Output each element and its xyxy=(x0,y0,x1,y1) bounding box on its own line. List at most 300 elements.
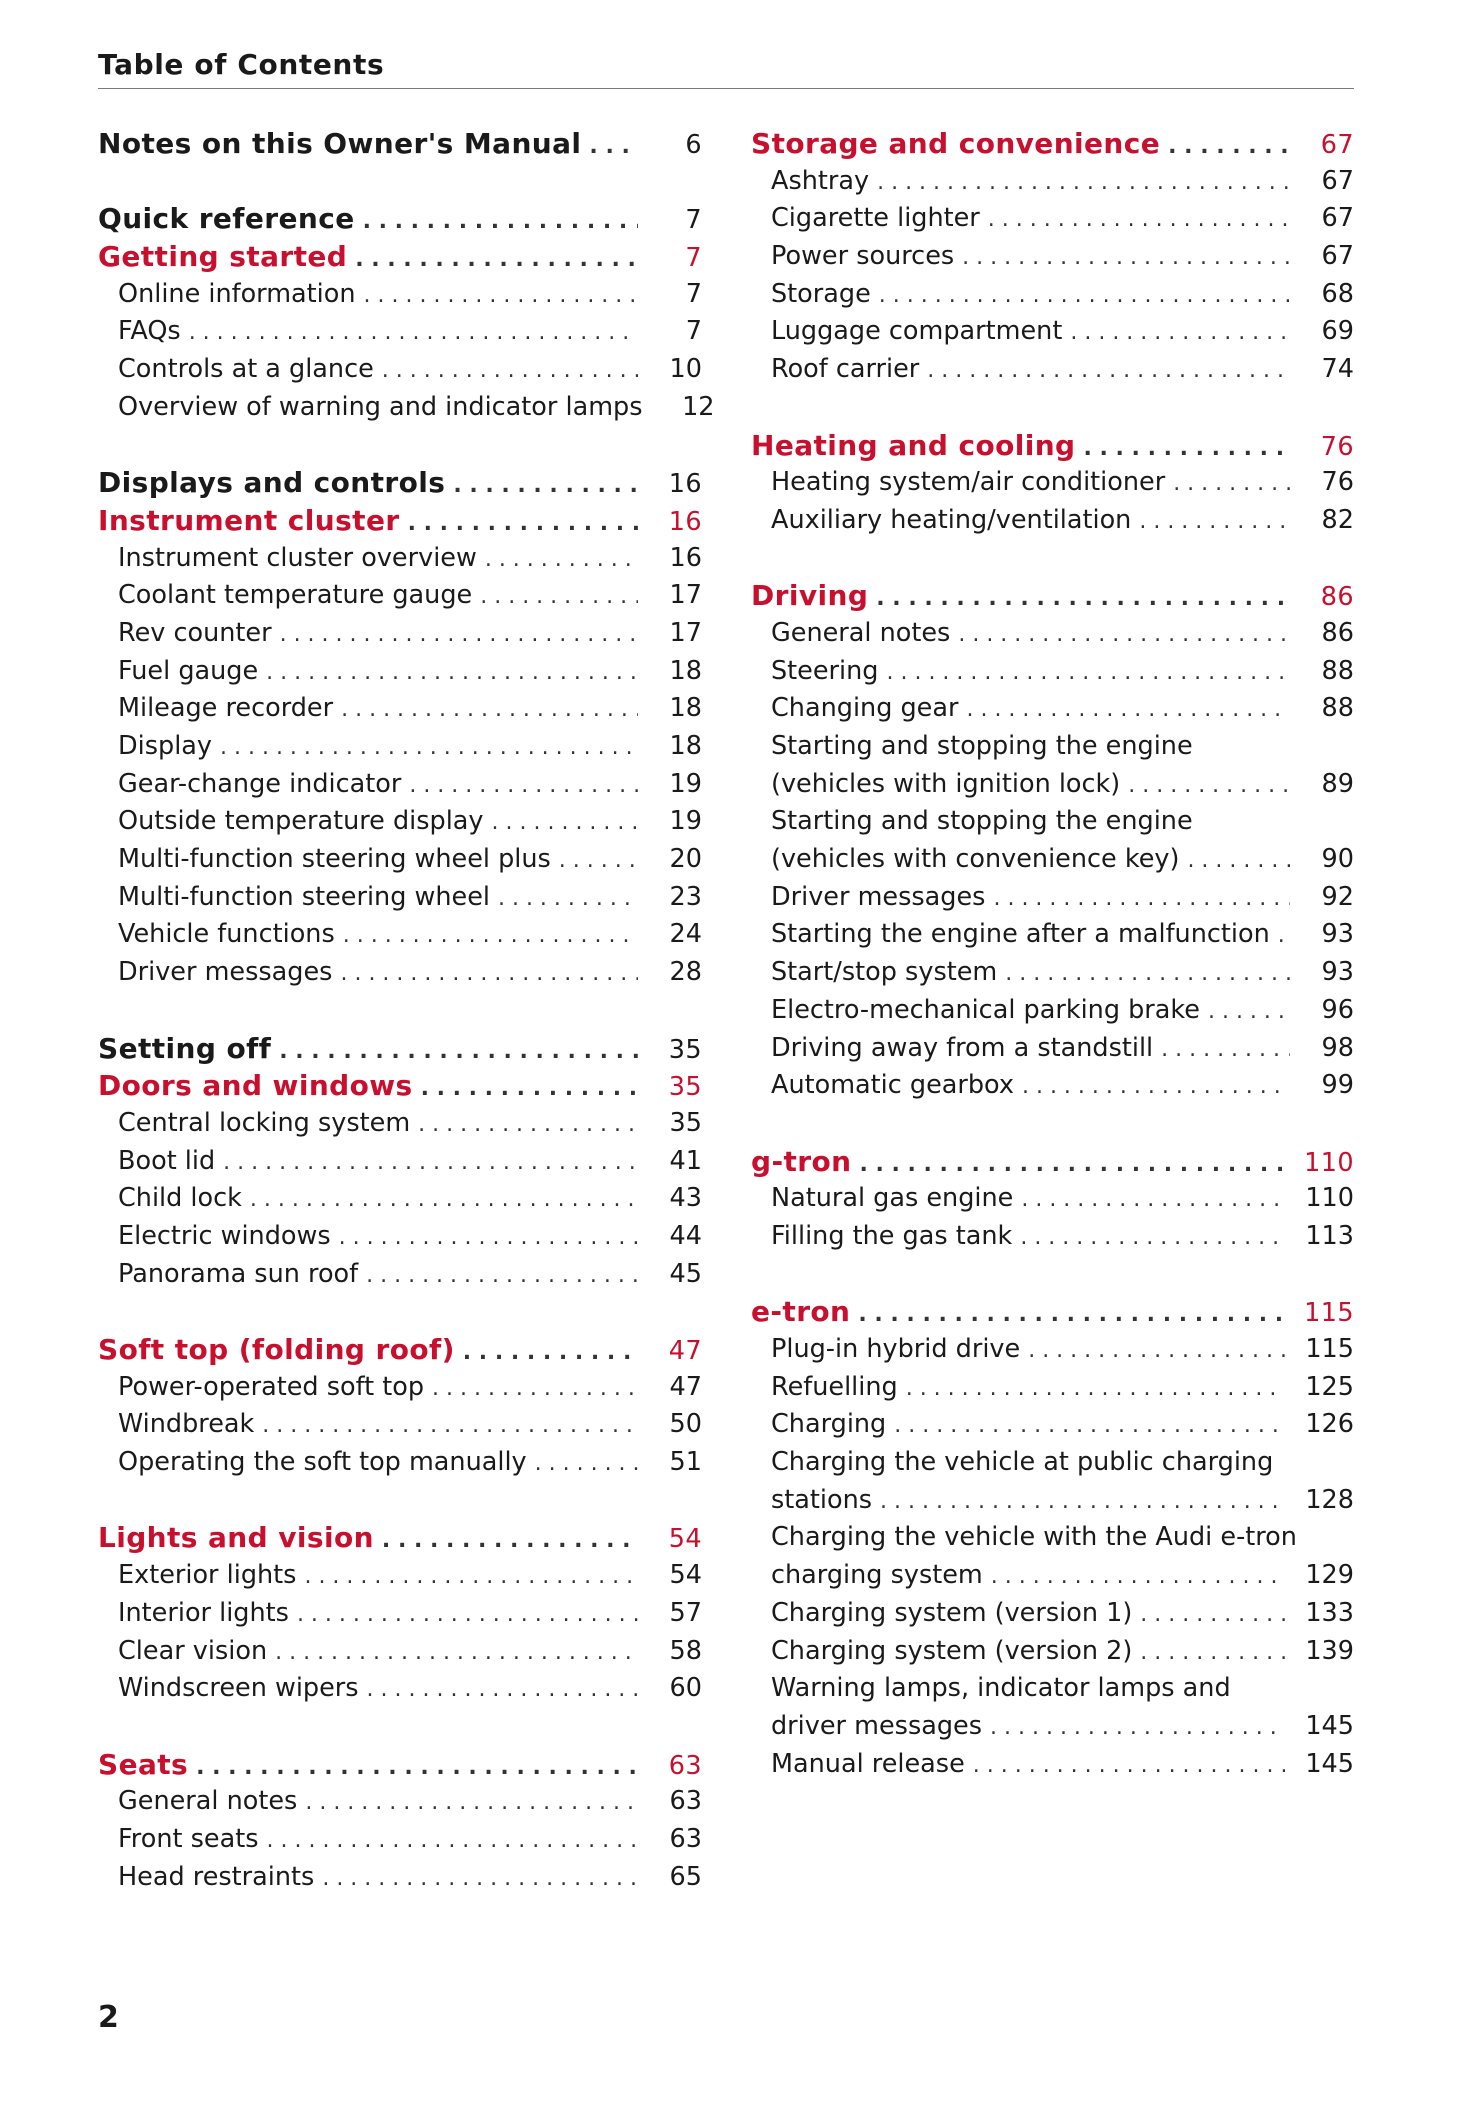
toc-entry-title: Online information xyxy=(118,278,356,309)
dot-leader xyxy=(480,578,638,616)
toc-entry-sub[interactable] xyxy=(98,615,702,653)
toc-entry-page: 128 xyxy=(1305,1484,1354,1515)
dot-leader xyxy=(275,1634,638,1672)
toc-entry-page: 65 xyxy=(669,1861,702,1892)
toc-entry-title: Warning lamps, indicator lamps and xyxy=(771,1673,1231,1704)
toc-entry-sub[interactable] xyxy=(98,803,702,841)
toc-entry-title: Starting and stopping the engine xyxy=(771,806,1193,837)
dot-leader xyxy=(559,842,638,880)
toc-entry-page: 63 xyxy=(668,1750,702,1781)
toc-entry-title: Starting and stopping the engine xyxy=(771,731,1193,761)
toc-right-column xyxy=(751,125,1354,1783)
toc-entry-page: 44 xyxy=(669,1220,702,1251)
toc-entry-sub[interactable] xyxy=(98,841,702,879)
dot-leader xyxy=(991,1558,1286,1596)
toc-entry-page: 17 xyxy=(669,580,702,611)
toc-entry-sub[interactable] xyxy=(98,1256,702,1294)
toc-entry-title: Driver messages xyxy=(771,881,986,912)
toc-entry-title: Coolant temperature gauge xyxy=(118,580,473,611)
dot-leader xyxy=(966,691,1290,729)
toc-entry-sub[interactable] xyxy=(98,540,702,578)
toc-entry-title: Child lock xyxy=(118,1183,242,1214)
toc-entry-page: 54 xyxy=(669,1560,702,1591)
toc-entry-sub[interactable] xyxy=(98,276,702,314)
toc-entry-page: 7 xyxy=(685,316,702,347)
toc-entry-title: (vehicles with convenience key) xyxy=(771,844,1180,875)
toc-entry-sub-cont[interactable] xyxy=(751,1519,1354,1557)
dot-leader xyxy=(1084,430,1291,468)
toc-entry-sub[interactable] xyxy=(751,351,1354,389)
toc-entry-sub[interactable] xyxy=(751,1595,1354,1633)
toc-entry-title: Steering xyxy=(771,655,879,686)
toc-entry-title: Controls at a glance xyxy=(118,354,374,385)
toc-entry-sub[interactable] xyxy=(98,1670,702,1708)
toc-entry-sub[interactable] xyxy=(98,653,702,691)
toc-entry-page: 41 xyxy=(669,1145,702,1176)
toc-entry-title: Doors and windows xyxy=(98,1069,413,1103)
toc-entry-title: Charging xyxy=(771,1409,887,1440)
toc-entry-sub[interactable] xyxy=(98,1783,702,1821)
toc-entry-sub[interactable] xyxy=(98,1180,702,1218)
toc-entry-page: 60 xyxy=(669,1673,702,1704)
toc-entry-page: 67 xyxy=(1320,130,1354,160)
toc-entry-page: 51 xyxy=(669,1447,702,1478)
dot-leader xyxy=(220,729,638,767)
dot-leader xyxy=(366,1257,638,1295)
toc-entry-page: 35 xyxy=(668,1072,702,1103)
toc-entry-sub[interactable] xyxy=(98,1444,702,1482)
toc-entry-sub[interactable] xyxy=(751,1557,1354,1595)
toc-entry-page: 19 xyxy=(669,806,702,837)
toc-entry-page: 145 xyxy=(1305,1748,1354,1779)
dot-leader xyxy=(1168,128,1290,166)
toc-entry-page: 23 xyxy=(669,881,702,912)
toc-entry-sub[interactable] xyxy=(98,1557,702,1595)
dot-leader xyxy=(906,1370,1286,1408)
toc-entry-chapter[interactable] xyxy=(98,200,702,238)
dot-leader xyxy=(993,880,1290,918)
toc-entry-page: 47 xyxy=(669,1371,702,1402)
dot-leader xyxy=(363,203,638,241)
toc-entry-sub-cont[interactable] xyxy=(751,803,1354,841)
dot-leader xyxy=(421,1070,638,1108)
toc-entry-sub[interactable] xyxy=(751,502,1354,540)
toc-entry-page: 24 xyxy=(669,919,702,950)
toc-entry-sub[interactable] xyxy=(98,728,702,766)
dot-leader xyxy=(589,128,638,166)
dot-leader xyxy=(1278,917,1290,955)
dot-leader xyxy=(927,352,1290,390)
toc-entry-title: Getting started xyxy=(98,240,348,274)
dot-leader xyxy=(958,616,1290,654)
toc-entry-title: Electro-mechanical parking brake xyxy=(771,994,1200,1025)
toc-entry-title: Charging the vehicle with the Audi e-tron xyxy=(771,1522,1297,1553)
toc-entry-title: Vehicle functions xyxy=(118,919,335,950)
dot-leader xyxy=(408,505,638,543)
toc-entry-title: Displays and controls xyxy=(98,466,446,500)
toc-entry-title: Driving xyxy=(751,579,869,613)
dot-leader xyxy=(453,467,638,505)
page-number: 2 xyxy=(98,2000,119,2035)
toc-entry-page: 67 xyxy=(1321,165,1354,196)
dot-leader xyxy=(262,1407,638,1445)
toc-entry-title: (vehicles with ignition lock) xyxy=(771,768,1121,799)
dot-leader xyxy=(877,164,1290,202)
dot-leader xyxy=(962,239,1290,277)
toc-entry-sub[interactable] xyxy=(98,1143,702,1181)
dot-leader xyxy=(1139,503,1290,541)
toc-entry-sub[interactable] xyxy=(751,1218,1354,1256)
toc-entry-page: 76 xyxy=(1321,467,1354,498)
dot-leader xyxy=(322,1860,638,1898)
toc-entry-chapter[interactable] xyxy=(98,464,702,502)
toc-entry-page: 133 xyxy=(1305,1597,1354,1628)
toc-entry-page: 16 xyxy=(668,469,702,500)
toc-entry-page: 139 xyxy=(1305,1635,1354,1666)
toc-entry-page: 54 xyxy=(668,1524,702,1555)
toc-entry-title: Instrument cluster overview xyxy=(118,542,477,573)
toc-entry-sub[interactable] xyxy=(98,1859,702,1897)
toc-entry-title: Changing gear xyxy=(771,693,959,724)
dot-leader xyxy=(340,955,638,993)
toc-entry-sub[interactable] xyxy=(751,954,1354,992)
toc-entry-page: 7 xyxy=(685,205,702,236)
toc-entry-title: Plug-in hybrid drive xyxy=(771,1334,1021,1364)
toc-entry-title: Front seats xyxy=(118,1823,259,1854)
toc-entry-title: Interior lights xyxy=(118,1597,289,1628)
toc-entry-sub[interactable] xyxy=(98,1406,702,1444)
dot-leader xyxy=(492,804,638,842)
dot-leader xyxy=(189,314,638,352)
toc-entry-title: Gear-change indicator xyxy=(118,768,402,799)
toc-entry-title: Natural gas engine xyxy=(771,1183,1014,1214)
toc-entry-title: Multi-function steering wheel plus xyxy=(118,844,551,875)
toc-entry-title: Filling the gas tank xyxy=(771,1220,1013,1251)
toc-entry-page: 18 xyxy=(669,655,702,686)
toc-entry-chapter[interactable] xyxy=(98,1030,702,1068)
dot-leader xyxy=(894,1407,1285,1445)
dot-leader xyxy=(280,616,638,654)
toc-entry-title: Seats xyxy=(98,1747,189,1781)
dot-leader xyxy=(364,277,638,315)
toc-entry-sub[interactable] xyxy=(98,1633,702,1671)
toc-entry-page: 16 xyxy=(669,542,702,573)
dot-leader xyxy=(223,1144,638,1182)
toc-entry-page: 115 xyxy=(1305,1334,1354,1364)
toc-entry-sub[interactable] xyxy=(751,1030,1354,1068)
page-title: Table of Contents xyxy=(98,48,385,81)
dot-leader xyxy=(355,241,638,279)
toc-entry-page: 43 xyxy=(669,1183,702,1214)
toc-entry-sub[interactable] xyxy=(751,1633,1354,1671)
toc-left-column xyxy=(98,125,715,1896)
toc-entry-page: 90 xyxy=(1321,844,1354,875)
dot-leader xyxy=(535,1445,638,1483)
toc-entry-page: 35 xyxy=(669,1107,702,1138)
toc-entry-sub[interactable] xyxy=(98,766,702,804)
toc-entry-page: 17 xyxy=(669,617,702,648)
toc-entry-sub[interactable] xyxy=(751,766,1354,804)
toc-entry-page: 6 xyxy=(685,130,702,160)
toc-entry-page: 92 xyxy=(1321,881,1354,912)
toc-entry-page: 93 xyxy=(1321,919,1354,950)
toc-entry-sub[interactable] xyxy=(751,238,1354,276)
toc-entry-title: Mileage recorder xyxy=(118,693,334,724)
dot-leader xyxy=(266,654,638,692)
toc-entry-sub-cont[interactable] xyxy=(751,728,1354,766)
dot-leader xyxy=(988,201,1290,239)
toc-entry-section[interactable] xyxy=(751,577,1354,615)
toc-entry-page: 57 xyxy=(669,1597,702,1628)
dot-leader xyxy=(382,1522,638,1560)
toc-entry-title: Panorama sun roof xyxy=(118,1258,359,1289)
toc-entry-section[interactable] xyxy=(98,1067,702,1105)
toc-entry-sub[interactable] xyxy=(751,690,1354,728)
dot-leader xyxy=(279,1033,638,1071)
toc-entry-sub[interactable] xyxy=(98,389,715,427)
toc-entry-sub[interactable] xyxy=(751,1067,1354,1105)
dot-leader xyxy=(1161,1031,1290,1069)
toc-entry-title: Electric windows xyxy=(118,1220,331,1251)
dot-leader xyxy=(409,767,638,805)
dot-leader xyxy=(432,1370,638,1408)
dot-leader xyxy=(485,541,638,579)
toc-entry-title: Heating system/air conditioner xyxy=(771,467,1166,498)
toc-entry-title: e-tron xyxy=(751,1295,851,1329)
dot-leader xyxy=(341,691,638,729)
toc-entry-sub[interactable] xyxy=(98,1369,702,1407)
toc-entry-title: General notes xyxy=(771,617,951,648)
toc-entry-page: 88 xyxy=(1321,693,1354,724)
dot-leader xyxy=(1022,1068,1290,1106)
dot-leader xyxy=(973,1747,1286,1785)
toc-entry-title: Ashtray xyxy=(771,165,870,196)
toc-entry-page: 47 xyxy=(668,1336,702,1366)
toc-entry-title: Display xyxy=(118,731,212,761)
toc-entry-page: 129 xyxy=(1305,1560,1354,1591)
dot-leader xyxy=(267,1822,639,1860)
toc-entry-page: 126 xyxy=(1305,1409,1354,1440)
toc-entry-title: Storage and convenience xyxy=(751,127,1161,160)
toc-entry-title: driver messages xyxy=(771,1710,983,1741)
toc-entry-title: Setting off xyxy=(98,1031,272,1065)
toc-entry-page: 110 xyxy=(1305,1183,1354,1214)
toc-entry-page: 82 xyxy=(1321,504,1354,535)
dot-leader xyxy=(1187,842,1290,880)
toc-entry-sub[interactable] xyxy=(98,690,702,728)
toc-entry-title: Luggage compartment xyxy=(771,316,1063,347)
toc-entry-section[interactable] xyxy=(751,1143,1354,1181)
toc-entry-page: 67 xyxy=(1321,203,1354,234)
toc-entry-page: 7 xyxy=(685,278,702,309)
toc-entry-page: 76 xyxy=(1320,431,1354,462)
toc-entry-sub[interactable] xyxy=(98,351,702,389)
toc-entry-sub-cont[interactable] xyxy=(751,1444,1354,1482)
toc-entry-sub[interactable] xyxy=(751,464,1354,502)
dot-leader xyxy=(304,1558,638,1596)
toc-entry-sub[interactable] xyxy=(98,1105,702,1143)
dot-leader xyxy=(250,1181,638,1219)
toc-entry-section[interactable] xyxy=(751,1293,1354,1331)
toc-entry-page: 63 xyxy=(669,1786,702,1817)
toc-entry-section[interactable] xyxy=(751,427,1354,465)
toc-entry-page: 86 xyxy=(1321,617,1354,648)
toc-entry-page: 7 xyxy=(685,243,702,274)
toc-entry-sub[interactable] xyxy=(98,916,702,954)
toc-entry-title: Charging the vehicle at public charging xyxy=(771,1447,1274,1478)
toc-entry-page: 98 xyxy=(1321,1032,1354,1063)
dot-leader xyxy=(343,917,638,955)
toc-entry-title: Outside temperature display xyxy=(118,806,484,837)
dot-leader xyxy=(339,1219,638,1257)
toc-entry-page: 96 xyxy=(1321,994,1354,1025)
toc-entry-title: Start/stop system xyxy=(771,957,998,988)
toc-entry-page: 93 xyxy=(1321,957,1354,988)
dot-leader xyxy=(858,1296,1284,1334)
toc-entry-title: Rev counter xyxy=(118,617,272,648)
dot-leader xyxy=(990,1709,1285,1747)
toc-entry-page: 113 xyxy=(1305,1220,1354,1251)
toc-entry-sub[interactable] xyxy=(751,841,1354,879)
toc-entry-sub[interactable] xyxy=(751,1482,1354,1520)
toc-entry-title: Storage xyxy=(771,278,871,309)
dot-leader xyxy=(1140,1596,1285,1634)
dot-leader xyxy=(1128,767,1290,805)
dot-leader xyxy=(1140,1634,1285,1672)
toc-entry-sub[interactable] xyxy=(751,916,1354,954)
toc-entry-page: 74 xyxy=(1321,354,1354,385)
toc-entry-page: 20 xyxy=(669,844,702,875)
toc-entry-sub[interactable] xyxy=(98,1821,702,1859)
dot-leader xyxy=(367,1671,638,1709)
toc-entry-section[interactable] xyxy=(751,125,1354,163)
toc-entry-title: Refuelling xyxy=(771,1371,898,1402)
toc-entry-page: 35 xyxy=(668,1034,702,1065)
toc-entry-sub[interactable] xyxy=(751,1180,1354,1218)
toc-entry-sub[interactable] xyxy=(751,1708,1354,1746)
toc-entry-title: General notes xyxy=(118,1786,298,1817)
toc-entry-title: Charging system (version 1) xyxy=(771,1597,1133,1628)
dot-leader xyxy=(1021,1181,1285,1219)
toc-entry-sub[interactable] xyxy=(98,1218,702,1256)
dot-leader xyxy=(1208,993,1290,1031)
toc-entry-page: 89 xyxy=(1321,768,1354,799)
toc-entry-title: Boot lid xyxy=(118,1145,216,1176)
dot-leader xyxy=(886,654,1290,692)
toc-entry-sub[interactable] xyxy=(751,1406,1354,1444)
toc-entry-title: Heating and cooling xyxy=(751,428,1076,462)
toc-entry-page: 86 xyxy=(1320,582,1354,613)
toc-entry-page: 110 xyxy=(1304,1147,1354,1178)
toc-entry-sub[interactable] xyxy=(98,313,702,351)
toc-entry-page: 10 xyxy=(669,354,702,385)
toc-entry-section[interactable] xyxy=(98,238,702,276)
toc-entry-title: Head restraints xyxy=(118,1861,315,1892)
toc-entry-sub[interactable] xyxy=(98,879,702,917)
dot-leader xyxy=(879,277,1290,315)
toc-entry-title: Power sources xyxy=(771,241,955,272)
toc-entry-title: Roof carrier xyxy=(771,354,920,385)
toc-entry-chapter[interactable] xyxy=(98,125,702,163)
toc-entry-sub[interactable] xyxy=(98,577,702,615)
dot-leader xyxy=(1028,1332,1285,1370)
toc-entry-page: 125 xyxy=(1305,1371,1354,1402)
toc-entry-section[interactable] xyxy=(98,502,702,540)
toc-entry-title: g-tron xyxy=(751,1144,852,1178)
toc-entry-page: 19 xyxy=(669,768,702,799)
toc-entry-sub[interactable] xyxy=(751,1746,1354,1784)
dot-leader xyxy=(1005,955,1290,993)
toc-entry-page: 99 xyxy=(1321,1070,1354,1101)
toc-entry-section[interactable] xyxy=(98,1331,702,1369)
toc-entry-title: Overview of warning and indicator lamps xyxy=(118,391,643,422)
toc-entry-title: Soft top (folding roof) xyxy=(98,1333,455,1366)
toc-entry-page: 28 xyxy=(669,957,702,988)
toc-entry-sub[interactable] xyxy=(751,313,1354,351)
toc-entry-sub[interactable] xyxy=(751,163,1354,201)
toc-entry-title: Cigarette lighter xyxy=(771,203,980,234)
toc-entry-sub[interactable] xyxy=(751,200,1354,238)
dot-leader xyxy=(859,1146,1284,1184)
toc-entry-page: 58 xyxy=(669,1635,702,1666)
dot-leader xyxy=(498,880,638,918)
toc-entry-section[interactable] xyxy=(98,1519,702,1557)
toc-entry-sub[interactable] xyxy=(751,1369,1354,1407)
toc-entry-page: 18 xyxy=(669,693,702,724)
toc-entry-title: Windscreen wipers xyxy=(118,1673,359,1704)
dot-leader xyxy=(297,1596,638,1634)
toc-entry-title: Clear vision xyxy=(118,1635,268,1666)
dot-leader xyxy=(382,352,638,390)
toc-entry-page: 69 xyxy=(1321,316,1354,347)
toc-entry-sub[interactable] xyxy=(751,276,1354,314)
toc-entry-title: Charging system (version 2) xyxy=(771,1635,1133,1666)
toc-entry-title: Central locking system xyxy=(118,1107,411,1138)
dot-leader xyxy=(1020,1219,1285,1257)
toc-entry-sub-cont[interactable] xyxy=(751,1670,1354,1708)
toc-entry-page: 16 xyxy=(668,506,702,537)
toc-entry-sub[interactable] xyxy=(751,653,1354,691)
toc-entry-title: stations xyxy=(771,1484,873,1515)
toc-entry-page: 67 xyxy=(1321,241,1354,272)
dot-leader xyxy=(1173,465,1290,503)
toc-entry-sub[interactable] xyxy=(98,954,702,992)
dot-leader xyxy=(880,1483,1285,1521)
toc-entry-sub[interactable] xyxy=(751,615,1354,653)
toc-entry-title: Notes on this Owner's Manual xyxy=(98,127,582,160)
toc-entry-title: Power-operated soft top xyxy=(118,1371,425,1402)
toc-entry-title: Windbreak xyxy=(118,1409,255,1440)
toc-entry-title: Automatic gearbox xyxy=(771,1070,1014,1101)
dot-leader xyxy=(463,1334,638,1372)
toc-entry-section[interactable] xyxy=(98,1746,702,1784)
toc-entry-title: Exterior lights xyxy=(118,1560,297,1591)
toc-entry-title: Auxiliary heating/ventilation xyxy=(771,504,1132,535)
toc-entry-title: Instrument cluster xyxy=(98,503,400,537)
toc-entry-sub[interactable] xyxy=(751,1331,1354,1369)
toc-entry-page: 145 xyxy=(1305,1710,1354,1741)
toc-entry-page: 63 xyxy=(669,1823,702,1854)
toc-entry-title: Manual release xyxy=(771,1748,965,1779)
toc-entry-title: Driving away from a standstill xyxy=(771,1032,1154,1063)
toc-entry-page: 115 xyxy=(1304,1298,1354,1329)
toc-entry-sub[interactable] xyxy=(98,1595,702,1633)
toc-entry-title: Lights and vision xyxy=(98,1521,374,1555)
toc-entry-sub[interactable] xyxy=(751,879,1354,917)
toc-entry-page: 68 xyxy=(1321,278,1354,309)
dot-leader xyxy=(418,1106,638,1144)
toc-entry-sub[interactable] xyxy=(751,992,1354,1030)
